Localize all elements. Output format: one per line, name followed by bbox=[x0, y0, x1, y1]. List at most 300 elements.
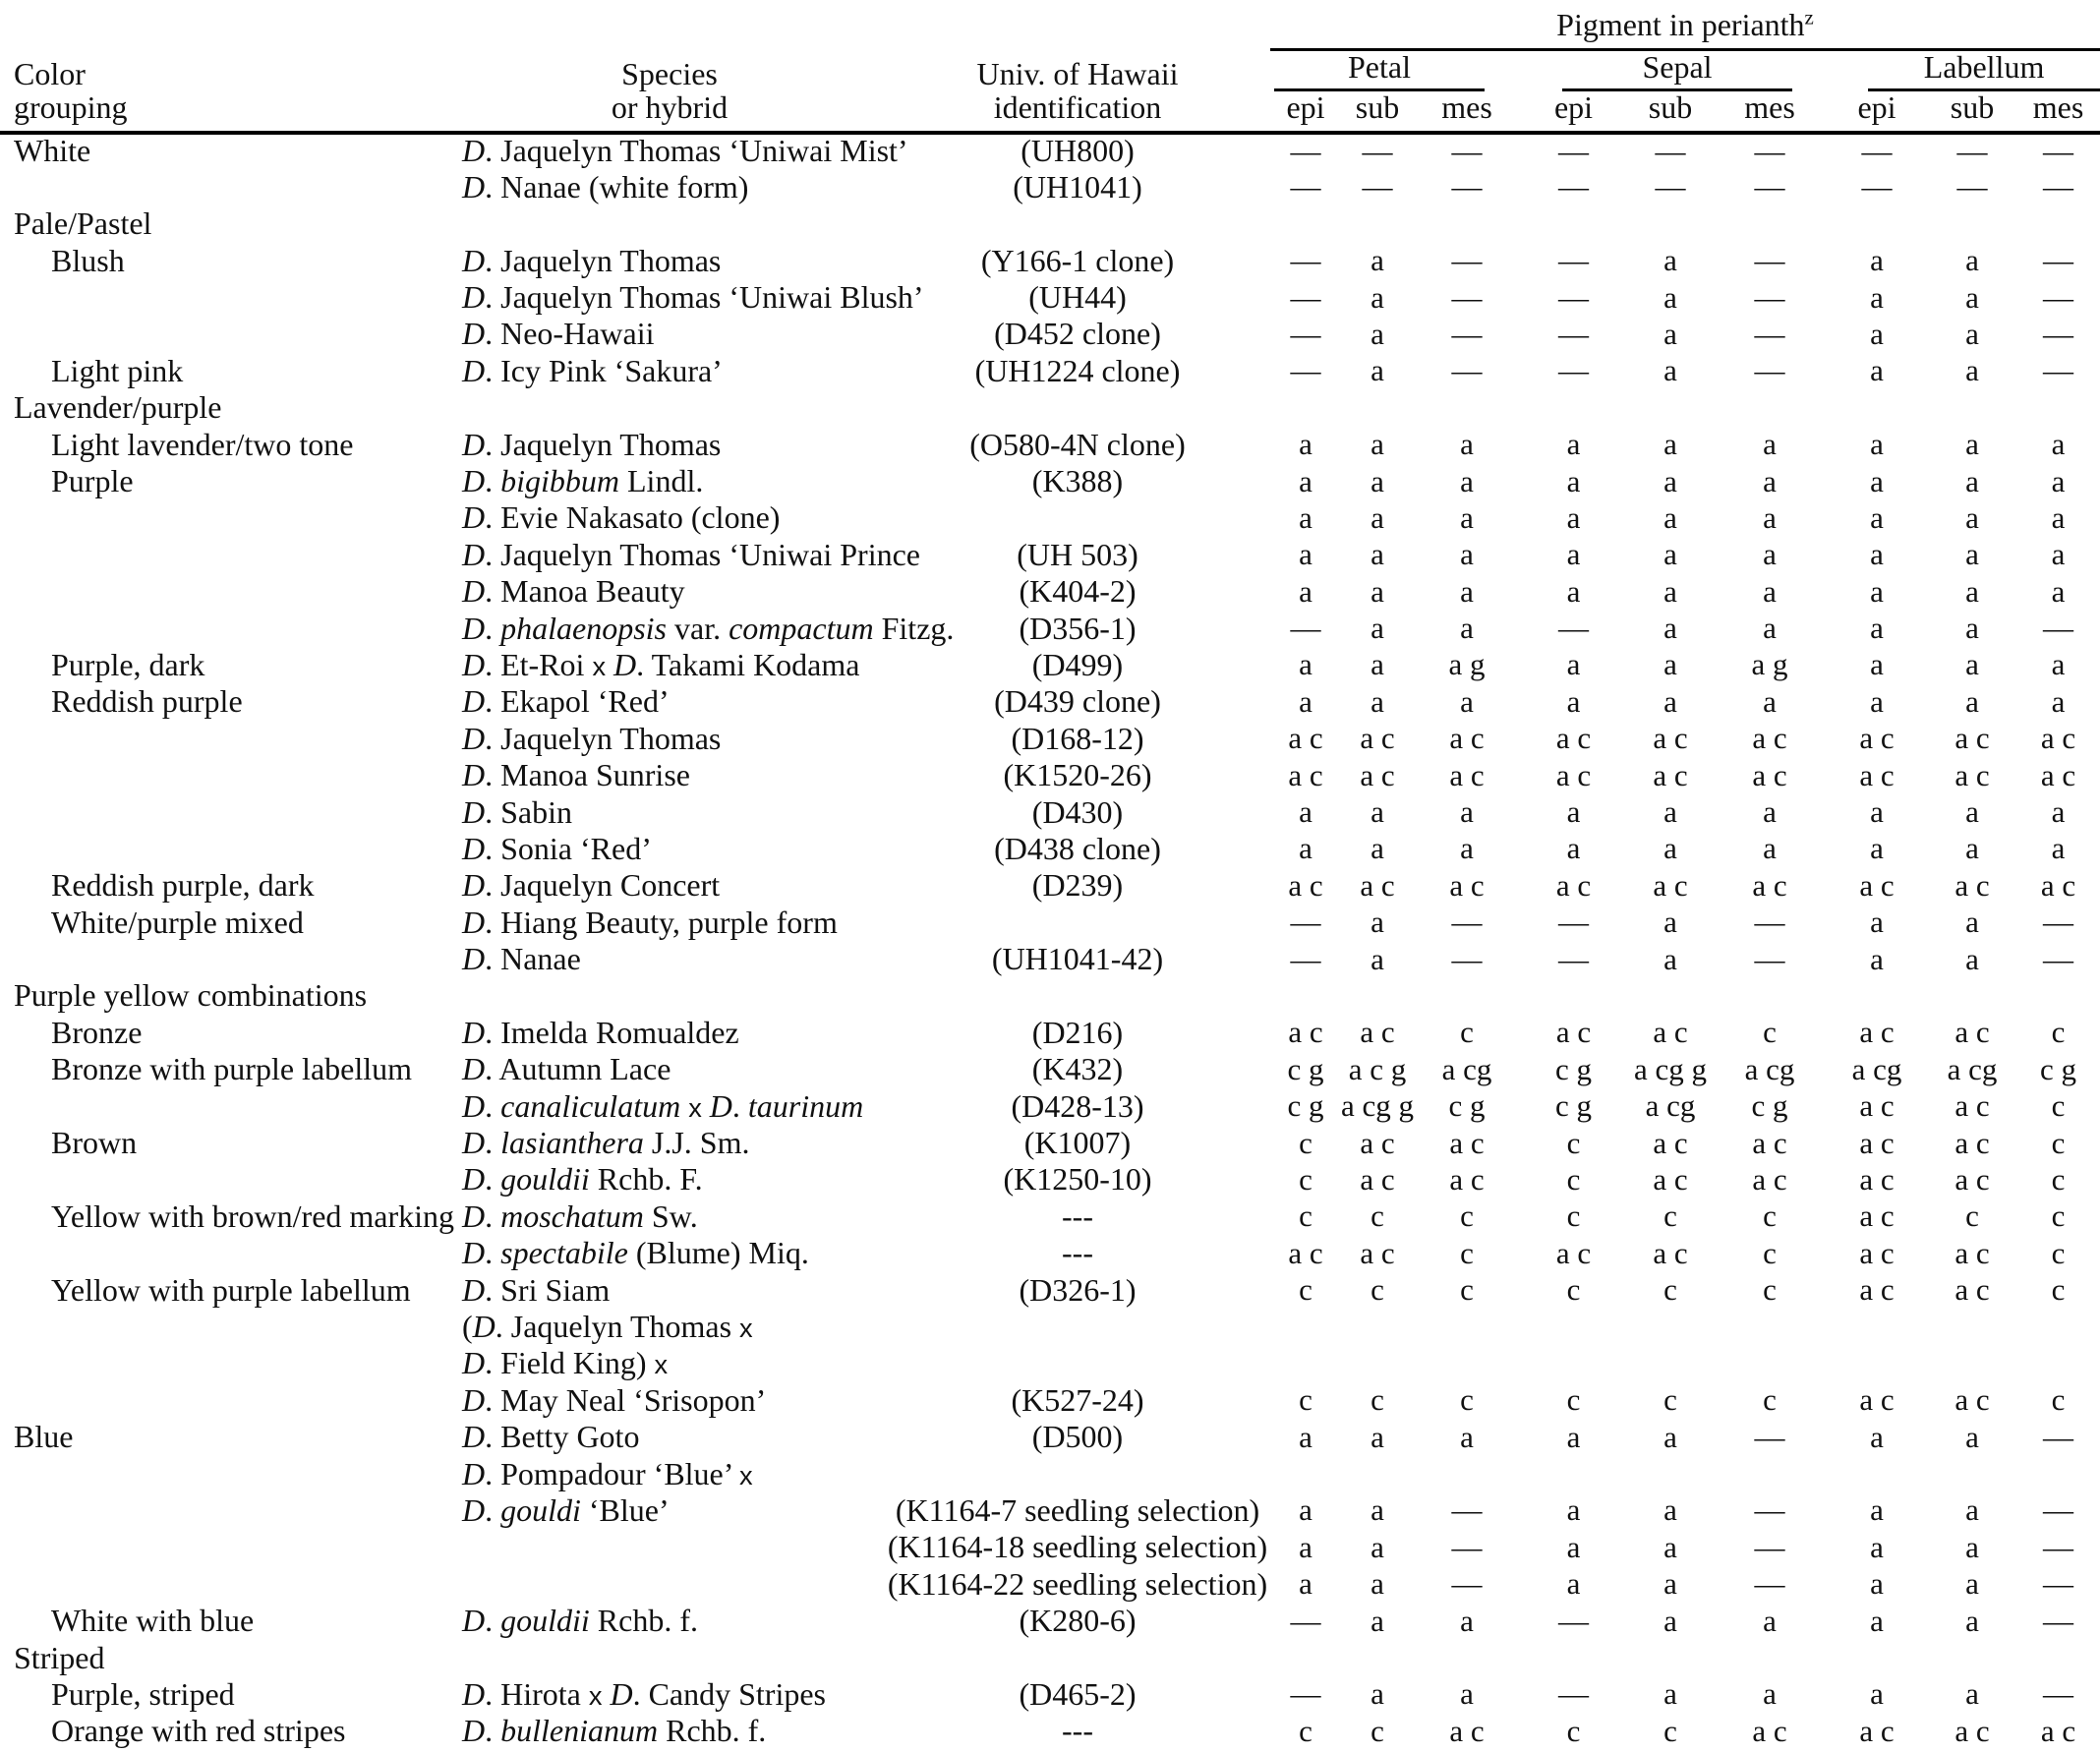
pigment-value-cell bbox=[1270, 205, 1341, 242]
pigment-value-cell: a bbox=[1965, 353, 1979, 388]
header-spacer bbox=[0, 0, 1270, 51]
table-body bbox=[0, 133, 2100, 1750]
color-grouping-cell bbox=[0, 317, 454, 353]
pigment-value-cell: a c bbox=[1288, 1015, 1323, 1050]
pigment-value-cell: — bbox=[1558, 243, 1589, 278]
pigment-value-cell: a bbox=[2051, 427, 2066, 462]
pigment-value-cell: a bbox=[1460, 499, 1474, 535]
species-cell: D. gouldii Rchb. f. bbox=[462, 1603, 698, 1639]
pigment-value-cell: — bbox=[1754, 279, 1785, 315]
table-row bbox=[0, 794, 2100, 831]
table-row bbox=[0, 1566, 2100, 1603]
identification-cell bbox=[885, 500, 1270, 537]
pigment-value-cell bbox=[1341, 1640, 1414, 1676]
pigment-value-cell: a bbox=[1460, 683, 1474, 719]
color-grouping-header-line2: grouping bbox=[0, 91, 454, 133]
pigment-value-cell: a bbox=[1870, 427, 1884, 462]
pigment-value-cell: a c bbox=[1954, 1088, 1990, 1124]
pigment-value-cell: a bbox=[1371, 794, 1384, 830]
pigment-value-cell bbox=[1414, 389, 1520, 426]
pigment-value-cell: — bbox=[1451, 941, 1483, 976]
pigment-value-cell: a c bbox=[1449, 757, 1485, 792]
pigment-value-cell: a bbox=[1299, 1529, 1312, 1564]
color-grouping-cell bbox=[0, 1529, 454, 1565]
pigment-value-cell bbox=[1270, 1309, 1341, 1345]
pigment-value-cell: a bbox=[1460, 1419, 1474, 1454]
pigment-value-cell: a bbox=[1566, 647, 1581, 682]
pigment-value-cell: c bbox=[1299, 1125, 1312, 1160]
pigment-value-cell: a c bbox=[1653, 757, 1688, 792]
pigment-value-cell: a bbox=[1870, 647, 1884, 682]
pigment-value-cell: — bbox=[1362, 169, 1393, 205]
color-grouping-cell: Bronze with purple labellum bbox=[51, 1051, 413, 1087]
pigment-value-cell: — bbox=[1558, 169, 1589, 205]
pigment-value-cell: a bbox=[2051, 573, 2066, 609]
pigment-value-cell: a c bbox=[1653, 1235, 1688, 1270]
pigment-value-cell: a bbox=[1371, 1603, 1384, 1638]
pigment-value-cell bbox=[1826, 978, 1928, 1015]
pigment-value-cell: a bbox=[1965, 1419, 1979, 1454]
table-row bbox=[0, 500, 2100, 537]
identification-cell: (D499) bbox=[1031, 646, 1124, 682]
color-grouping-cell bbox=[0, 721, 454, 757]
species-cell: D. Field King) x bbox=[462, 1345, 669, 1381]
pigment-value-cell: a bbox=[1566, 537, 1581, 572]
species-cell: D. Nanae bbox=[462, 941, 581, 977]
pigment-value-cell bbox=[1520, 978, 1627, 1015]
pigment-value-cell: — bbox=[1655, 134, 1686, 169]
pigment-value-cell: a bbox=[1965, 1566, 1979, 1602]
pigment-value-cell: a c bbox=[2040, 721, 2076, 756]
pigment-value-cell: c bbox=[1460, 1015, 1474, 1050]
species-cell: D. bullenianum Rchb. f. bbox=[462, 1713, 767, 1749]
pigment-value-cell: — bbox=[1362, 134, 1393, 169]
pigment-value-cell: a bbox=[1460, 463, 1474, 498]
pigment-value-cell: a bbox=[1965, 1603, 1979, 1638]
pigment-value-cell: a c bbox=[1288, 1235, 1323, 1270]
pigment-value-cell: a bbox=[1870, 1492, 1884, 1528]
color-grouping-cell: White with blue bbox=[51, 1603, 255, 1639]
pigment-value-cell: — bbox=[2043, 134, 2074, 169]
table-row bbox=[0, 169, 2100, 205]
species-cell: D. bigibbum Lindl. bbox=[462, 463, 704, 498]
pigment-value-cell: c bbox=[1663, 1713, 1677, 1748]
pigment-value-cell: a c bbox=[1859, 757, 1895, 792]
pigment-value-cell: a bbox=[1663, 1603, 1677, 1638]
pigment-value-cell: a c bbox=[1288, 867, 1323, 903]
pigment-value-cell: a c bbox=[1653, 721, 1688, 756]
color-grouping-cell: Striped bbox=[14, 1639, 105, 1675]
color-grouping-cell bbox=[0, 169, 454, 205]
table-header bbox=[0, 0, 2100, 133]
pigment-value-cell bbox=[1826, 389, 1928, 426]
identification-cell: (D452 clone) bbox=[994, 316, 1161, 352]
pigment-value-cell: a c bbox=[1954, 1125, 1990, 1160]
pigment-value-cell: a bbox=[1299, 573, 1312, 609]
pigment-value-cell: a bbox=[2051, 463, 2066, 498]
pigment-value-cell: c bbox=[1460, 1272, 1474, 1308]
pigment-value-cell bbox=[2016, 389, 2100, 426]
pigment-value-cell: a bbox=[1870, 683, 1884, 719]
pigment-value-cell: a c bbox=[1555, 1015, 1592, 1050]
pigment-value-cell: a bbox=[1965, 905, 1979, 940]
pigment-value-cell: a cg bbox=[1851, 1051, 1902, 1086]
pigment-value-cell: a c bbox=[1954, 1382, 1990, 1418]
table-row bbox=[0, 353, 2100, 389]
pigment-value-cell: a c bbox=[1954, 867, 1990, 903]
identification-cell: --- bbox=[1062, 1713, 1093, 1749]
pigment-value-cell: a bbox=[1299, 683, 1312, 719]
pigment-value-cell: — bbox=[2043, 611, 2074, 646]
pigment-value-cell: — bbox=[2043, 316, 2074, 351]
table-row bbox=[0, 1640, 2100, 1676]
table-row bbox=[0, 1713, 2100, 1749]
pigment-value-cell bbox=[1270, 978, 1341, 1015]
pigment-value-cell: a bbox=[1763, 537, 1777, 572]
species-cell: D. moschatum Sw. bbox=[462, 1198, 698, 1234]
labellum-epi-header: epi bbox=[1826, 91, 1928, 133]
pigment-value-cell bbox=[1928, 389, 2016, 426]
pigment-value-cell: — bbox=[2043, 279, 2074, 315]
identification-cell bbox=[885, 389, 1270, 426]
table-row bbox=[0, 1309, 2100, 1345]
pigment-value-cell: a c bbox=[1859, 1015, 1895, 1050]
species-cell: D. lasianthera J.J. Sm. bbox=[462, 1125, 750, 1161]
pigment-value-cell: a bbox=[1763, 1676, 1777, 1712]
pigment-value-cell: a bbox=[1299, 537, 1312, 572]
identification-cell: (K432) bbox=[1031, 1051, 1124, 1087]
pigment-value-cell: c g bbox=[1448, 1088, 1486, 1124]
pigment-value-cell: a bbox=[1663, 794, 1677, 830]
pigment-value-cell: — bbox=[2043, 1419, 2074, 1454]
labellum-sub-header: sub bbox=[1928, 91, 2016, 133]
pigment-value-cell bbox=[1627, 389, 1714, 426]
pigment-value-cell: a bbox=[1663, 427, 1677, 462]
color-grouping-cell: Brown bbox=[51, 1125, 138, 1161]
pigment-value-cell bbox=[1341, 978, 1414, 1015]
species-cell bbox=[454, 389, 885, 426]
pigment-value-cell bbox=[2016, 1345, 2100, 1381]
pigment-value-cell: a bbox=[1763, 427, 1777, 462]
pigment-value-cell: a bbox=[1870, 1676, 1884, 1712]
pigment-value-cell: a c bbox=[1555, 1235, 1592, 1270]
pigment-value-cell: — bbox=[1290, 941, 1321, 976]
species-cell: D. Betty Goto bbox=[462, 1419, 640, 1455]
pigment-value-cell: a bbox=[1965, 316, 1979, 351]
identification-cell: (D216) bbox=[1031, 1014, 1124, 1050]
pigment-value-cell: a bbox=[1371, 1566, 1384, 1602]
pigment-in-perianth-header bbox=[1270, 0, 2100, 51]
pigment-value-cell: a c bbox=[1449, 1713, 1485, 1748]
pigment-value-cell: a bbox=[1460, 1603, 1474, 1638]
pigment-value-cell: c bbox=[1763, 1272, 1777, 1308]
pigment-value-cell: a bbox=[1663, 905, 1677, 940]
pigment-value-cell: — bbox=[1451, 353, 1483, 388]
identification-cell: (D168-12) bbox=[1011, 720, 1144, 756]
pigment-value-cell: — bbox=[1754, 1529, 1785, 1564]
table-row bbox=[0, 1345, 2100, 1381]
pigment-value-cell bbox=[1714, 1309, 1826, 1345]
identification-cell: (UH1041) bbox=[1013, 168, 1142, 205]
pigment-value-cell: a bbox=[1371, 463, 1384, 498]
color-grouping-cell bbox=[0, 1456, 454, 1492]
identification-cell: (D428-13) bbox=[1011, 1087, 1144, 1124]
pigment-value-cell: a bbox=[2051, 537, 2066, 572]
pigment-value-cell: — bbox=[2043, 1529, 2074, 1564]
identification-cell: (K1164-18 seedling selection) bbox=[887, 1529, 1268, 1565]
pigment-value-cell: a c bbox=[1859, 867, 1895, 903]
table-row bbox=[0, 683, 2100, 720]
pigment-value-cell: — bbox=[1754, 353, 1785, 388]
pigment-value-cell: c g bbox=[1554, 1088, 1592, 1124]
pigment-value-cell: — bbox=[1754, 134, 1785, 169]
pigment-value-cell: a bbox=[1460, 794, 1474, 830]
pigment-value-cell: a bbox=[1371, 611, 1384, 646]
pigment-value-cell: a bbox=[1965, 683, 1979, 719]
pigment-value-cell: c bbox=[1371, 1272, 1384, 1308]
pigment-value-cell: a c bbox=[1360, 1015, 1395, 1050]
pigment-value-cell: — bbox=[1290, 316, 1321, 351]
table-row bbox=[0, 647, 2100, 683]
identification-cell: (D500) bbox=[1031, 1419, 1124, 1455]
pigment-value-cell: — bbox=[1861, 169, 1893, 205]
pigment-value-cell: a bbox=[1870, 353, 1884, 388]
identification-header-line1: Univ. of Hawaii bbox=[976, 56, 1179, 91]
pigment-value-cell: c bbox=[1299, 1272, 1312, 1308]
pigment-value-cell bbox=[1928, 1309, 2016, 1345]
pigment-value-cell: a c bbox=[1360, 1161, 1395, 1197]
pigment-value-cell: a bbox=[1870, 611, 1884, 646]
pigment-value-cell: a bbox=[1566, 1529, 1581, 1564]
pigment-value-cell: a bbox=[1371, 279, 1384, 315]
table-row bbox=[0, 1198, 2100, 1235]
species-header-line2: or hybrid bbox=[454, 91, 885, 133]
pigment-value-cell: — bbox=[1451, 316, 1483, 351]
table-row bbox=[0, 537, 2100, 573]
pigment-value-cell: a c bbox=[1859, 721, 1895, 756]
pigment-value-cell bbox=[2016, 1456, 2100, 1492]
pigment-value-cell: c bbox=[2051, 1015, 2066, 1050]
pigment-value-cell: a bbox=[1566, 427, 1581, 462]
pigment-value-cell: — bbox=[1558, 134, 1589, 169]
table-row bbox=[0, 1162, 2100, 1198]
pigment-value-cell: c bbox=[2051, 1235, 2066, 1270]
pigment-value-cell: a c bbox=[1555, 757, 1592, 792]
pigment-value-cell: a bbox=[1460, 831, 1474, 866]
pigment-value-cell: a bbox=[1870, 831, 1884, 866]
species-cell: D. Nanae (white form) bbox=[462, 168, 749, 205]
sepal-epi-header: epi bbox=[1520, 91, 1627, 133]
pigment-value-cell: a bbox=[1663, 499, 1677, 535]
identification-cell: (UH44) bbox=[1028, 279, 1127, 316]
identification-cell: (D326-1) bbox=[1019, 1271, 1137, 1308]
pigment-value-cell: a bbox=[1299, 1566, 1312, 1602]
pigment-value-cell bbox=[1270, 1456, 1341, 1492]
pigment-value-cell: c bbox=[1371, 1382, 1384, 1418]
pigment-value-cell bbox=[1414, 1456, 1520, 1492]
pigment-value-cell: — bbox=[1290, 905, 1321, 940]
pigment-value-cell: a c bbox=[2040, 757, 2076, 792]
pigment-value-cell: a c bbox=[1954, 757, 1990, 792]
pigment-value-cell: a bbox=[1870, 537, 1884, 572]
color-grouping-cell bbox=[0, 1309, 454, 1345]
pigment-value-cell: a bbox=[1870, 463, 1884, 498]
pigment-value-cell: c bbox=[2051, 1198, 2066, 1234]
pigment-value-cell: a c bbox=[1555, 721, 1592, 756]
pigment-value-cell: a bbox=[1299, 499, 1312, 535]
pigment-value-cell: a c bbox=[1288, 721, 1323, 756]
pigment-value-cell: — bbox=[2043, 169, 2074, 205]
pigment-value-cell: — bbox=[1290, 1676, 1321, 1712]
species-cell: D. Icy Pink ‘Sakura’ bbox=[462, 352, 723, 388]
pigment-value-cell bbox=[1928, 1640, 2016, 1676]
pigment-value-cell: a c bbox=[1360, 721, 1395, 756]
pigment-value-cell: a bbox=[1566, 831, 1581, 866]
pigment-value-cell: c bbox=[2051, 1272, 2066, 1308]
identification-cell: (K1164-7 seedling selection) bbox=[895, 1491, 1260, 1528]
pigment-value-cell: a cg bbox=[1441, 1051, 1492, 1086]
color-grouping-cell: Yellow with purple labellum bbox=[51, 1271, 411, 1308]
species-cell: D. Jaquelyn Thomas ‘Uniwai Blush’ bbox=[462, 279, 924, 316]
species-cell: D. gouldi ‘Blue’ bbox=[462, 1491, 670, 1528]
species-cell: D. Sabin bbox=[462, 793, 572, 830]
pigment-value-cell bbox=[2016, 978, 2100, 1015]
pigment-value-cell: a bbox=[1663, 316, 1677, 351]
color-grouping-cell: Blush bbox=[51, 242, 125, 278]
pigment-value-cell: c g bbox=[1554, 1051, 1592, 1086]
pigment-value-cell: a c bbox=[1859, 1272, 1895, 1308]
pigment-value-cell: — bbox=[1451, 243, 1483, 278]
color-grouping-cell: Orange with red stripes bbox=[51, 1713, 346, 1749]
pigment-value-cell: — bbox=[2043, 1566, 2074, 1602]
pigment-value-cell bbox=[1627, 1456, 1714, 1492]
species-cell: D. gouldii Rchb. F. bbox=[462, 1161, 703, 1198]
identification-cell: (D239) bbox=[1031, 867, 1124, 904]
pigment-value-cell: a bbox=[1566, 1566, 1581, 1602]
table-row bbox=[0, 905, 2100, 941]
pigment-value-cell: a bbox=[1870, 1566, 1884, 1602]
pigment-value-cell: c bbox=[1460, 1198, 1474, 1234]
table-row bbox=[0, 978, 2100, 1015]
table-row bbox=[0, 427, 2100, 463]
pigment-value-cell: a c bbox=[1449, 1125, 1485, 1160]
header-row-subcols bbox=[0, 91, 2100, 133]
table-row bbox=[0, 1125, 2100, 1161]
pigment-value-cell: c bbox=[1566, 1125, 1581, 1160]
pigment-value-cell: — bbox=[1290, 243, 1321, 278]
color-grouping-cell: Purple, dark bbox=[51, 646, 205, 682]
pigment-value-cell bbox=[1341, 389, 1414, 426]
pigment-value-cell: a bbox=[1870, 1419, 1884, 1454]
pigment-value-cell: a bbox=[1460, 537, 1474, 572]
pigment-value-cell bbox=[1627, 1640, 1714, 1676]
pigment-value-cell: c g bbox=[1287, 1088, 1324, 1124]
pigment-value-cell bbox=[1341, 1309, 1414, 1345]
pigment-value-cell: a bbox=[1763, 499, 1777, 535]
identification-cell: (UH1224 clone) bbox=[974, 352, 1181, 388]
pigment-value-cell: a c bbox=[1859, 1382, 1895, 1418]
species-cell: D. Sonia ‘Red’ bbox=[462, 830, 652, 866]
sepal-sub-header: sub bbox=[1627, 91, 1714, 133]
pigment-value-cell: c bbox=[1371, 1198, 1384, 1234]
species-cell: (D. Jaquelyn Thomas x bbox=[462, 1308, 753, 1344]
pigment-value-cell: a bbox=[1371, 941, 1384, 976]
table-row bbox=[0, 1492, 2100, 1529]
pigment-value-cell: a bbox=[1371, 573, 1384, 609]
identification-cell: (D356-1) bbox=[1019, 610, 1137, 646]
pigment-value-cell: a bbox=[1663, 1419, 1677, 1454]
pigment-value-cell bbox=[1414, 205, 1520, 242]
pigment-value-cell: a bbox=[2051, 794, 2066, 830]
pigment-value-cell: a bbox=[1965, 499, 1979, 535]
pigment-value-cell: a bbox=[1299, 647, 1312, 682]
pigment-value-cell bbox=[1520, 1309, 1627, 1345]
species-cell bbox=[454, 1640, 885, 1676]
labellum-group-header: Labellum bbox=[1826, 51, 2100, 91]
pigment-value-cell bbox=[1341, 1345, 1414, 1381]
pigment-value-cell: — bbox=[1451, 134, 1483, 169]
pigment-value-cell: a c bbox=[1555, 867, 1592, 903]
pigment-value-cell bbox=[1826, 1309, 1928, 1345]
color-grouping-header-line1: Color bbox=[14, 56, 86, 91]
pigment-value-cell bbox=[1414, 1345, 1520, 1381]
pigment-value-cell: a bbox=[1371, 683, 1384, 719]
pigment-value-cell bbox=[1627, 1345, 1714, 1381]
color-grouping-cell: Lavender/purple bbox=[14, 389, 222, 426]
table-row bbox=[0, 1529, 2100, 1565]
pigment-value-cell: a c bbox=[1752, 1713, 1787, 1748]
pigment-value-cell bbox=[1627, 205, 1714, 242]
pigment-value-cell: a bbox=[1371, 353, 1384, 388]
species-cell: D. Jaquelyn Thomas bbox=[462, 242, 722, 278]
pigment-value-cell bbox=[1520, 1345, 1627, 1381]
color-grouping-cell: Purple, striped bbox=[51, 1675, 235, 1712]
pigment-value-cell: — bbox=[1558, 316, 1589, 351]
pigment-value-cell: a c bbox=[1360, 1125, 1395, 1160]
pigment-value-cell: — bbox=[1290, 169, 1321, 205]
pigment-value-cell: — bbox=[1451, 1529, 1483, 1564]
identification-cell: (K1007) bbox=[1023, 1125, 1132, 1161]
pigment-value-cell bbox=[1414, 1309, 1520, 1345]
pigment-value-cell: c bbox=[1460, 1235, 1474, 1270]
pigment-value-cell bbox=[2016, 205, 2100, 242]
identification-cell: --- bbox=[1062, 1198, 1093, 1234]
table-row bbox=[0, 1676, 2100, 1713]
pigment-value-cell: a bbox=[1566, 499, 1581, 535]
pigment-value-cell bbox=[1414, 1640, 1520, 1676]
pigment-value-cell: — bbox=[2043, 905, 2074, 940]
table-row bbox=[0, 1382, 2100, 1419]
table-row bbox=[0, 1088, 2100, 1125]
pigment-value-cell: a bbox=[2051, 647, 2066, 682]
color-grouping-cell bbox=[0, 1345, 454, 1381]
pigment-value-cell: a c bbox=[1954, 721, 1990, 756]
pigment-value-cell: a bbox=[1965, 573, 1979, 609]
species-cell: D. Et-Roi x D. Takami Kodama bbox=[462, 646, 860, 682]
identification-cell: (UH1041-42) bbox=[991, 941, 1164, 977]
pigment-value-cell: a bbox=[1460, 611, 1474, 646]
pigment-value-cell: — bbox=[1956, 134, 1988, 169]
pigment-value-cell: a c bbox=[1752, 1125, 1787, 1160]
pigment-value-cell: a bbox=[1371, 905, 1384, 940]
color-grouping-cell: Light lavender/two tone bbox=[51, 426, 354, 462]
pigment-value-cell: a c bbox=[1859, 1198, 1895, 1234]
pigment-value-cell: a bbox=[1371, 831, 1384, 866]
pigment-value-cell: c bbox=[1371, 1713, 1384, 1748]
pigment-value-cell: a cg g bbox=[1341, 1088, 1415, 1124]
color-grouping-cell bbox=[0, 611, 454, 647]
pigment-value-cell: — bbox=[1451, 1566, 1483, 1602]
